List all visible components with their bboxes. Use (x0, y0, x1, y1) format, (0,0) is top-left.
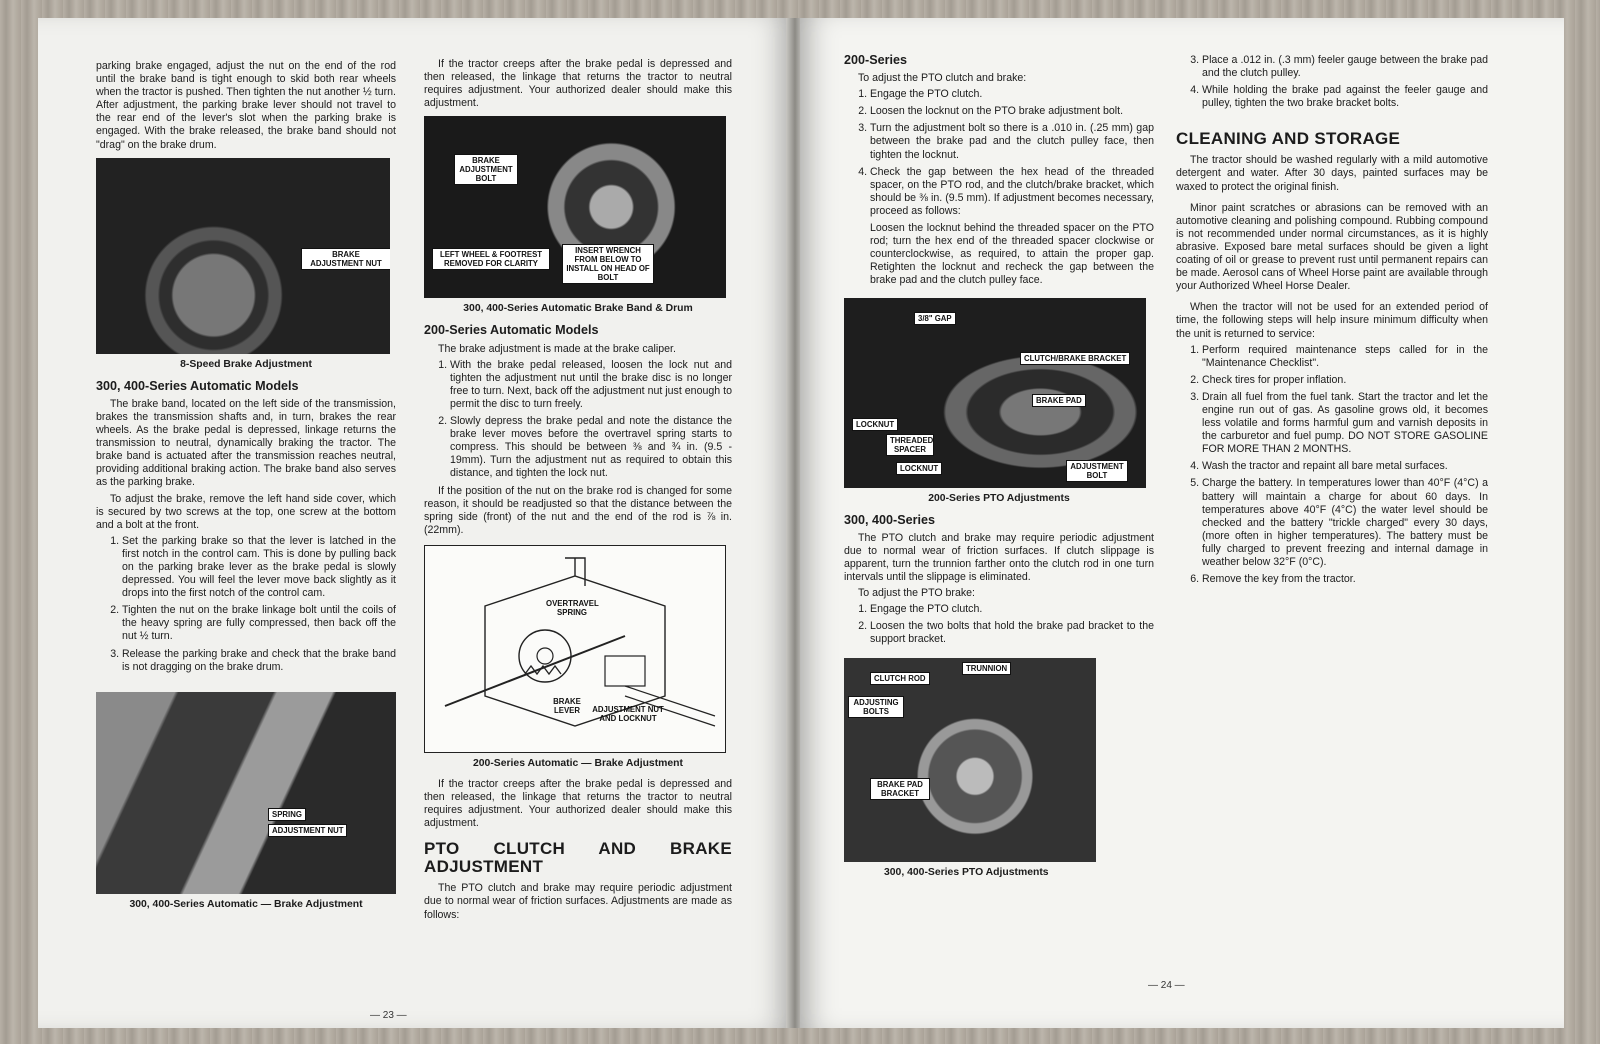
brake-linkage-drawing (425, 546, 725, 752)
clutch-brake-bracket-label: CLUTCH/BRAKE BRACKET (1020, 352, 1130, 365)
storage-steps-list (1176, 344, 1488, 587)
photo-300-400-pto (844, 658, 1096, 862)
creep-paragraph: If the tractor creeps after the brake pedal is depressed and then released, the linkage that returns the tractor to neutral requires adjustment. Your authorized dealer should make this adjustment. (424, 58, 732, 110)
left-page-column-2 (424, 58, 732, 925)
photo-8-speed-brake (96, 158, 390, 354)
photo-200-pto (844, 298, 1146, 488)
insert-wrench-label: INSERT WRENCH FROM BELOW TO INSTALL ON HEAD OF BOLT (562, 244, 654, 284)
adjusting-bolts-label: ADJUSTING BOLTS (848, 696, 904, 718)
pto-adjust-intro: To adjust the PTO clutch and brake: (858, 72, 1027, 85)
caption-200-automatic: 200-Series Automatic — Brake Adjustment (473, 757, 683, 769)
list-item: 1. Set the parking brake so that the lever is latched in the first notch in the control cam. This is done by pulling back on the parking brake lever as the brake pedal is slowly depressed. You will feel the lever move back slightly as it drops into the first notch of the control cam. (122, 535, 396, 600)
brake-lever-label: BRAKE LEVER (553, 696, 581, 715)
gap-label: 3/8" GAP (914, 312, 956, 325)
adjust-brake-paragraph: To adjust the brake, remove the left hand side cover, which is secured by two screws at the top, one screw at the bottom and a bolt at the front. (96, 492, 396, 531)
locknut-label-2: LOCKNUT (896, 462, 942, 475)
list-item: 2. Loosen the two bolts that hold the brake pad bracket to the support bracket. (870, 620, 1154, 646)
list-item: 3. Turn the adjustment bolt so there is a .010 in. (.25 mm) gap between the brake pad and the clutch pulley face, then tighten the locknut. (870, 122, 1154, 161)
photo-brake-band-drum (424, 116, 726, 298)
list-item: 2. Loosen the locknut on the PTO brake adjustment bolt. (870, 105, 1154, 118)
right-page-column-1 (844, 54, 1154, 888)
caption-200-pto: 200-Series PTO Adjustments (928, 492, 1070, 504)
caption-300-400-brake: 300, 400-Series Automatic — Brake Adjustment (129, 898, 363, 910)
brake-steps-list (96, 535, 396, 674)
trunnion-label: TRUNNION (962, 662, 1011, 675)
list-item: 2. Slowly depress the brake pedal and note the distance the brake lever moves before the overtravel spring starts to compress. This should be between ⅜ and ¾ in. (9.5 - 19mm). Turn the adjustment nut as required to obtain this distance, and tighten the lock nut. (450, 415, 732, 480)
nut-position-paragraph: If the position of the nut on the brake rod is changed for some reason, it should be readjusted so that the distance between the spring side (front) of the nut and the end of the rod is ⅞ in. (22mm). (424, 484, 732, 536)
heading-cleaning-storage: CLEANING AND STORAGE (1176, 129, 1401, 149)
right-page-column-2 (1176, 54, 1488, 590)
list-item: 3. Drain all fuel from the fuel tank. Start the tractor and let the engine run out of gas. As gasoline grows old, it becomes less volatile and forms harmful gum and varnish deposits in the carburetor and fuel pump. DO NOT STORE GASOLINE FOR MORE THAN 2 MONTHS. (1202, 391, 1488, 456)
threaded-spacer-label: THREADED SPACER (886, 434, 934, 456)
paint-paragraph: Minor paint scratches or abrasions can be removed with an automotive cleaning and polishing compound. Rubbing compound is not recommended under normal circumstances, as it is highly abrasive. Exposed bare metal surfaces should be given a light coating of oil or grease to prevent rust until permanent repairs can be made. Aerosol cans of Wheel Horse paint are available through your Authorized Wheel Horse Dealer. (1176, 201, 1488, 293)
brake-adjustment-bolt-label: BRAKE ADJUSTMENT BOLT (454, 154, 518, 185)
list-item: 2. Tighten the nut on the brake linkage bolt until the coils of the heavy spring are fully compressed, then back off the nut ½ turn. (122, 604, 396, 643)
heading-200-automatic: 200-Series Automatic Models (424, 323, 599, 338)
list-item: 1. Engage the PTO clutch. (870, 603, 1154, 616)
caption-brake-band-drum: 300, 400-Series Automatic Brake Band & Drum (463, 303, 693, 315)
left-page-column-1 (96, 60, 396, 919)
list-item: 6. Remove the key from the tractor. (1202, 573, 1488, 586)
brake-pad-label: BRAKE PAD (1032, 394, 1086, 407)
pto-intro-paragraph: The PTO clutch and brake may require periodic adjustment due to normal wear of friction surfaces. Adjustments are made as follows: (424, 882, 732, 921)
photo-300-400-brake (96, 692, 396, 894)
left-wheel-label: LEFT WHEEL & FOOTREST REMOVED FOR CLARITY (432, 248, 550, 270)
right-page (800, 18, 1564, 1028)
caliper-steps-list (424, 359, 732, 481)
locknut-label-1: LOCKNUT (852, 418, 898, 431)
list-item: 3. Place a .012 in. (.3 mm) feeler gauge between the brake pad and the clutch pulley. (1202, 54, 1488, 80)
list-item: 4. While holding the brake pad against the feeler gauge and pulley, tighten the two brake bracket bolts. (1202, 84, 1488, 110)
left-page (38, 18, 790, 1028)
list-item: 1. With the brake pedal released, loosen the lock nut and tighten the adjustment nut until the brake disc is no longer free to turn. Next, back off the adjustment nut just enough to permit the disc to turn freely. (450, 359, 732, 411)
spring-label: SPRING (268, 808, 306, 821)
page-number-23: — 23 — (370, 1010, 407, 1021)
list-item: 4. Wash the tractor and repaint all bare metal surfaces. (1202, 460, 1488, 473)
brake-adjustment-nut-label: BRAKE ADJUSTMENT NUT (301, 248, 390, 270)
storage-intro-paragraph: When the tractor will not be used for an extended period of time, the following steps will help insure minimum difficulty when the unit is returned to service: (1176, 301, 1488, 340)
caption-300-400-pto: 300, 400-Series PTO Adjustments (884, 867, 1049, 879)
pto-brake-intro: To adjust the PTO brake: (858, 587, 975, 600)
brake-band-paragraph: The brake band, located on the left side of the transmission, brakes the transmission shafts and, in turn, brakes the rear wheels. As the brake pedal is depressed, linkage returns the transmission to neutral, dynamically braking the tractor. The brake band is actuated after the transmission reaches neutral, providing additional braking action. The brake band also serves as the parking brake. (96, 397, 396, 489)
clutch-rod-label: CLUTCH ROD (870, 672, 930, 685)
list-item: 5. Charge the battery. In temperatures lower than 40°F (4°C) a battery will maintain a charge for about 60 days. In temperatures above 40°F (4°C) the water level should be checked and the battery "trickle charged" every 30 days, (more often in higher temperatures). The battery must be fully charged to prevent freezing and internal damage in weather below 32°F (0°C). (1202, 477, 1488, 569)
adjustment-bolt-label: ADJUSTMENT BOLT (1066, 460, 1128, 482)
list-item: 2. Check tires for proper inflation. (1202, 374, 1488, 387)
creep-paragraph-2: If the tractor creeps after the brake pedal is depressed and then released, the linkage that returns the tractor to neutral requires adjustment. Your authorized dealer should make this adjustment. (424, 777, 732, 830)
overtravel-spring-label: OVERTRAVEL SPRING (546, 598, 599, 617)
heading-200-series: 200-Series (844, 53, 908, 67)
list-item: 3. Release the parking brake and check that the brake band is not dragging on the brake drum. (122, 648, 396, 674)
list-item: 1. Perform required maintenance steps called for in the "Maintenance Checklist". (1202, 344, 1488, 370)
intro-paragraph: parking brake engaged, adjust the nut on the end of the rod until the brake band is tight enough to skid both rear wheels when the tractor is pushed. Then tighten the nut another ½ turn. After adjustment, the parking brake lever should not travel to the rear end of the lever's slot when the parking brake is engaged. With the brake released, the brake band should not "drag" on the brake drum. (96, 60, 396, 151)
pto-steps-continued (1176, 54, 1488, 110)
drawing-200-automatic-brake (424, 545, 726, 753)
pto-steps-list (844, 88, 1154, 218)
locknut-detail-paragraph: Loosen the locknut behind the threaded spacer on the PTO rod; turn the hex end of the threaded spacer clockwise or counterclockwise, as required, to attain the proper gap. Retighten the locknut and recheck the gap between the brake pad and the clutch pulley face. (870, 222, 1154, 287)
adjustment-nut-locknut-label: ADJUSTMENT NUT AND LOCKNUT (592, 704, 664, 723)
list-item: 1. Engage the PTO clutch. (870, 88, 1154, 101)
page-number-24: — 24 — (1148, 980, 1185, 991)
caption-8-speed: 8-Speed Brake Adjustment (180, 358, 312, 370)
caliper-paragraph: The brake adjustment is made at the brake caliper. (438, 342, 676, 355)
brake-pad-bracket-label: BRAKE PAD BRACKET (870, 778, 930, 800)
pto-wear-paragraph: The PTO clutch and brake may require periodic adjustment due to normal wear of friction surfaces. If clutch slippage is apparent, turn the trunnion farther onto the clutch rod in one turn intervals until the slippage is eliminated. (844, 531, 1154, 583)
washing-paragraph: The tractor should be washed regularly with a mild automotive detergent and water. After 30 days, painted surfaces may be waxed to protect the original finish. (1176, 154, 1488, 193)
heading-pto-clutch: PTO CLUTCH AND BRAKE ADJUSTMENT (424, 839, 732, 877)
heading-300-400-automatic: 300, 400-Series Automatic Models (96, 378, 299, 393)
heading-300-400-series: 300, 400-Series (844, 512, 936, 527)
adjustment-nut-label: ADJUSTMENT NUT (268, 824, 347, 837)
list-item: 4. Check the gap between the hex head of the threaded spacer, on the PTO rod, and the clutch/brake bracket, which should be ⅜ in. (9.5 mm). If adjustment becomes necessary, proceed as follows: (870, 166, 1154, 218)
pto-brake-steps-list (844, 603, 1154, 646)
